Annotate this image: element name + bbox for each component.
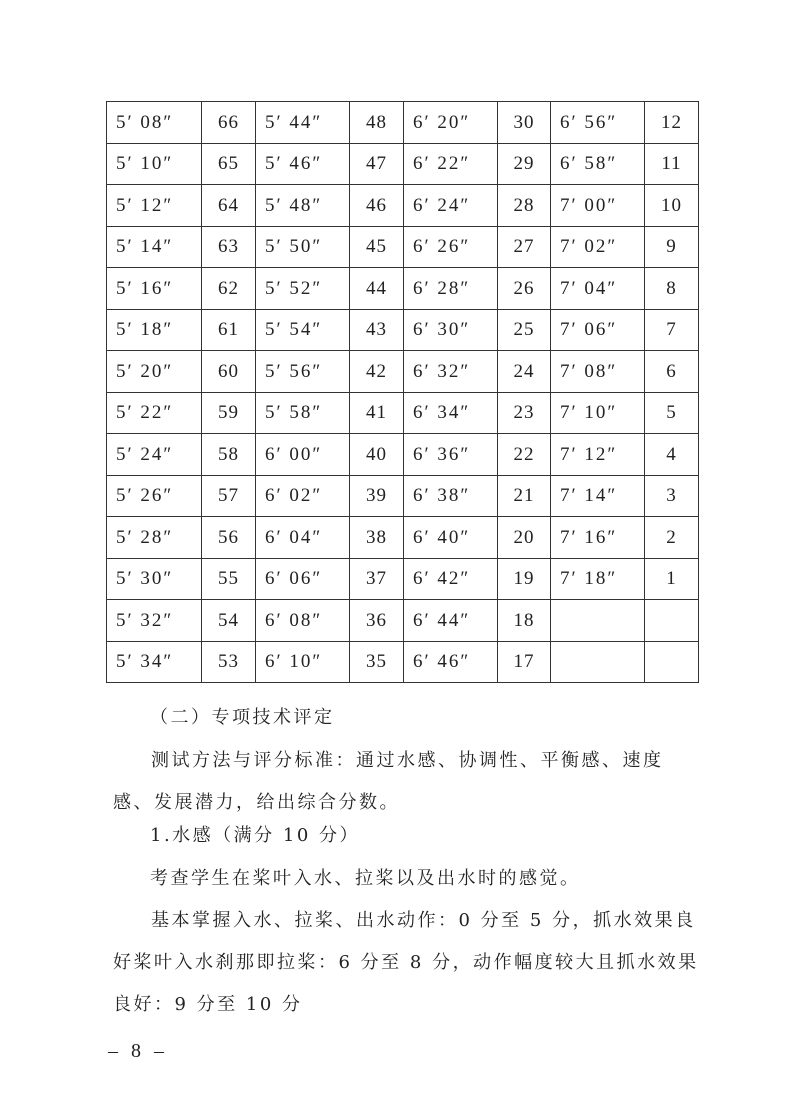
time-cell: 6′ 24″ (404, 185, 498, 227)
water-feel-subheading: 1.水感（满分 10 分） (150, 825, 361, 846)
time-cell: 5′ 22″ (107, 392, 202, 434)
time-cell: 7′ 14″ (551, 475, 645, 517)
score-cell: 60 (202, 351, 256, 393)
time-cell: 6′ 08″ (256, 600, 350, 642)
score-table-body (107, 102, 699, 683)
score-cell: 7 (645, 309, 699, 351)
time-cell: 5′ 32″ (107, 600, 202, 642)
table-row (107, 351, 699, 393)
time-cell: 7′ 12″ (551, 434, 645, 476)
time-cell: 5′ 18″ (107, 309, 202, 351)
table-row (107, 600, 699, 642)
time-cell: 7′ 08″ (551, 351, 645, 393)
time-cell: 6′ 06″ (256, 558, 350, 600)
table-row (107, 558, 699, 600)
score-cell: 37 (350, 558, 404, 600)
time-cell: 5′ 08″ (107, 102, 202, 144)
time-cell: 5′ 30″ (107, 558, 202, 600)
time-cell: 6′ 00″ (256, 434, 350, 476)
score-cell: 17 (498, 641, 551, 683)
time-cell: 6′ 28″ (404, 268, 498, 310)
score-cell: 9 (645, 226, 699, 268)
table-row (107, 517, 699, 559)
score-cell: 65 (202, 143, 256, 185)
time-cell: 5′ 28″ (107, 517, 202, 559)
table-row (107, 434, 699, 476)
table-row (107, 392, 699, 434)
table-row (107, 475, 699, 517)
score-cell: 63 (202, 226, 256, 268)
score-cell: 1 (645, 558, 699, 600)
time-cell: 6′ 38″ (404, 475, 498, 517)
table-row (107, 102, 699, 144)
examination-paragraph: 考查学生在桨叶入水、拉桨以及出水时的感觉。 (150, 868, 581, 889)
score-cell: 12 (645, 102, 699, 144)
score-cell: 56 (202, 517, 256, 559)
time-cell: 5′ 56″ (256, 351, 350, 393)
time-cell: 6′ 46″ (404, 641, 498, 683)
score-cell: 58 (202, 434, 256, 476)
score-cell: 62 (202, 268, 256, 310)
time-cell: 7′ 02″ (551, 226, 645, 268)
score-cell: 40 (350, 434, 404, 476)
time-cell (551, 600, 645, 642)
score-cell: 18 (498, 600, 551, 642)
time-cell: 6′ 56″ (551, 102, 645, 144)
score-cell: 38 (350, 517, 404, 559)
table-row (107, 309, 699, 351)
score-cell: 30 (498, 102, 551, 144)
score-cell: 27 (498, 226, 551, 268)
time-cell: 6′ 02″ (256, 475, 350, 517)
time-cell: 5′ 12″ (107, 185, 202, 227)
score-cell: 21 (498, 475, 551, 517)
scoring-standard-paragraph: 基本掌握入水、拉桨、出水动作：0 分至 5 分，抓水效果良好桨叶入水刹那即拉桨：6 分至 8 分，动作幅度较大且抓水效果良好：9 分至 10 分 (113, 910, 699, 1015)
score-cell (645, 600, 699, 642)
score-cell: 36 (350, 600, 404, 642)
time-cell (551, 641, 645, 683)
time-cell: 5′ 52″ (256, 268, 350, 310)
score-cell: 26 (498, 268, 551, 310)
time-cell: 5′ 26″ (107, 475, 202, 517)
time-cell: 5′ 10″ (107, 143, 202, 185)
table-row (107, 226, 699, 268)
time-cell: 7′ 04″ (551, 268, 645, 310)
time-cell: 6′ 40″ (404, 517, 498, 559)
table-row (107, 268, 699, 310)
score-cell: 19 (498, 558, 551, 600)
score-cell: 3 (645, 475, 699, 517)
score-cell: 39 (350, 475, 404, 517)
score-cell: 11 (645, 143, 699, 185)
score-cell: 24 (498, 351, 551, 393)
score-cell: 5 (645, 392, 699, 434)
score-cell: 66 (202, 102, 256, 144)
time-cell: 5′ 44″ (256, 102, 350, 144)
score-cell: 64 (202, 185, 256, 227)
score-cell: 46 (350, 185, 404, 227)
time-cell: 5′ 34″ (107, 641, 202, 683)
time-cell: 5′ 50″ (256, 226, 350, 268)
table-row (107, 641, 699, 683)
time-cell: 5′ 16″ (107, 268, 202, 310)
time-cell: 6′ 32″ (404, 351, 498, 393)
time-cell: 6′ 26″ (404, 226, 498, 268)
time-cell: 6′ 58″ (551, 143, 645, 185)
score-cell: 55 (202, 558, 256, 600)
time-cell: 7′ 18″ (551, 558, 645, 600)
score-cell: 10 (645, 185, 699, 227)
score-cell: 61 (202, 309, 256, 351)
score-cell (645, 641, 699, 683)
table-row (107, 143, 699, 185)
score-cell: 44 (350, 268, 404, 310)
time-cell: 5′ 48″ (256, 185, 350, 227)
score-cell: 20 (498, 517, 551, 559)
score-cell: 28 (498, 185, 551, 227)
time-cell: 6′ 30″ (404, 309, 498, 351)
time-cell: 6′ 34″ (404, 392, 498, 434)
score-cell: 22 (498, 434, 551, 476)
score-table (106, 101, 699, 683)
score-cell: 54 (202, 600, 256, 642)
time-cell: 6′ 42″ (404, 558, 498, 600)
score-cell: 48 (350, 102, 404, 144)
time-cell: 7′ 10″ (551, 392, 645, 434)
time-cell: 7′ 16″ (551, 517, 645, 559)
score-cell: 6 (645, 351, 699, 393)
score-cell: 35 (350, 641, 404, 683)
time-cell: 5′ 54″ (256, 309, 350, 351)
time-cell: 5′ 14″ (107, 226, 202, 268)
time-cell: 6′ 36″ (404, 434, 498, 476)
time-cell: 5′ 24″ (107, 434, 202, 476)
test-method-paragraph: 测试方法与评分标准：通过水感、协调性、平衡感、速度感、发展潜力，给出综合分数。 (113, 750, 664, 813)
score-cell: 23 (498, 392, 551, 434)
score-cell: 8 (645, 268, 699, 310)
time-cell: 6′ 22″ (404, 143, 498, 185)
time-cell: 6′ 20″ (404, 102, 498, 144)
score-cell: 45 (350, 226, 404, 268)
time-cell: 6′ 04″ (256, 517, 350, 559)
time-cell: 6′ 44″ (404, 600, 498, 642)
score-cell: 25 (498, 309, 551, 351)
time-cell: 6′ 10″ (256, 641, 350, 683)
score-cell: 43 (350, 309, 404, 351)
score-cell: 53 (202, 641, 256, 683)
score-cell: 59 (202, 392, 256, 434)
time-cell: 7′ 00″ (551, 185, 645, 227)
score-cell: 47 (350, 143, 404, 185)
score-cell: 42 (350, 351, 404, 393)
score-cell: 2 (645, 517, 699, 559)
score-cell: 41 (350, 392, 404, 434)
page-number: – 8 – (108, 1040, 168, 1062)
time-cell: 5′ 46″ (256, 143, 350, 185)
section-heading: （二）专项技术评定 (150, 707, 335, 728)
score-cell: 4 (645, 434, 699, 476)
time-cell: 5′ 58″ (256, 392, 350, 434)
time-cell: 7′ 06″ (551, 309, 645, 351)
table-row (107, 185, 699, 227)
score-cell: 29 (498, 143, 551, 185)
score-cell: 57 (202, 475, 256, 517)
time-cell: 5′ 20″ (107, 351, 202, 393)
